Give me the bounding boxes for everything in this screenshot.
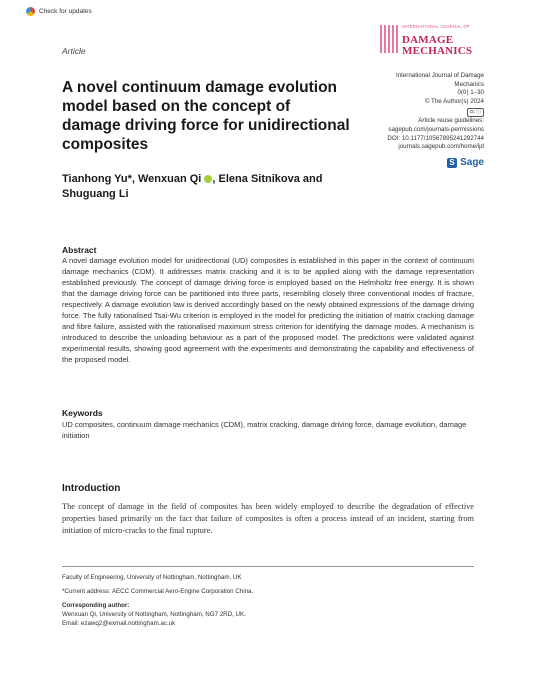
author-list xyxy=(62,172,362,202)
footnote-divider xyxy=(62,566,474,567)
keywords-heading: Keywords xyxy=(62,408,103,418)
logo-stripes-icon xyxy=(380,25,400,53)
corresponding-email[interactable]: Email: ezawq2@exmail.nottingham.ac.uk xyxy=(62,620,176,627)
journal-name-line2: Mechanics xyxy=(454,80,484,88)
authors-line1-part1: Tianhong Yu*, Wenxuan Qi xyxy=(62,173,202,185)
logo-line2: MECHANICS xyxy=(402,45,473,57)
introduction-heading: Introduction xyxy=(62,483,121,494)
abstract-heading: Abstract xyxy=(62,245,97,255)
article-type-label: Article xyxy=(62,46,86,56)
affiliation: Faculty of Engineering, University of Nottingham, Nottingham, UK xyxy=(62,574,242,581)
update-badge-label: Check for updates xyxy=(39,7,92,15)
check-for-updates-badge[interactable] xyxy=(26,4,92,18)
authors-line2: Shuguang Li xyxy=(62,188,129,200)
logo-small-text: INTERNATIONAL JOURNAL OF xyxy=(402,24,470,29)
journal-logo xyxy=(380,22,490,58)
journal-homepage-link[interactable]: journals.sagepub.com/home/ijd xyxy=(398,143,484,151)
corresponding-author-line: Wenxuan Qi, University of Nottingham, Nottingham, NG7 2RD, UK. xyxy=(62,611,246,618)
copyright: © The Author(s) 2024 xyxy=(424,97,484,105)
current-address: *Current address: AECC Commercial Aero-Engine Corporation China. xyxy=(62,588,254,595)
publisher-logo xyxy=(447,157,484,168)
corresponding-author-heading: Corresponding author: xyxy=(62,602,130,609)
introduction-text: The concept of damage in the field of composites has been widely employed to describe the degradation of effective properties based primarily on the fact that failure of composites is often a process instead of an incident, starting from initiation of micro-cracks to the final rupture. xyxy=(62,502,474,535)
footnotes xyxy=(62,573,474,628)
abstract-text: A novel damage evolution model for unidirectional (UD) composites is established in this paper in the context of continuum damage mechanics (CDM). It addresses matrix cracking and it is to be applied along with the damage representation established previously. The concept of damage driving force is employed based on the Helmholtz free energy. It is shown that the damage driving force can be partitioned into three parts, resembling closely three conventional modes of fracture, respectively. A damage evolution law is derived accordingly based on the newly obtained expressions of the damage driving force. The fully rationalised Tsai-Wu criterion is employed in the model for predicting the initiation of matrix cracking damage and fibre failure, assisted with the rationalised maximum stress criterion for identifying the damage modes. A mechanism is introduced to describe the unloading behaviour as a part of the proposed model. The predictions were validated against experimental results, showing good agreement with the experiments and demonstrating the capability and effectiveness of the proposed model. xyxy=(62,256,474,364)
permissions-link[interactable]: sagepub.com/journals-permissions xyxy=(388,125,484,133)
journal-name-line1: International Journal of Damage xyxy=(395,72,484,79)
paper-title: A novel continuum damage evolution model based on the concept of damage driving force for unidirectional composites xyxy=(62,79,350,153)
publisher-name: Sage xyxy=(460,157,484,168)
keywords-text: UD composites, continuum damage mechanics (CDM), matrix cracking, damage driving force, damage evolution, damage initiation xyxy=(62,420,467,440)
journal-info xyxy=(364,72,484,152)
journal-volume: 0(0) 1–30 xyxy=(457,89,484,97)
authors-line1-part2: , Elena Sitnikova and xyxy=(212,173,323,185)
sage-icon: S xyxy=(447,158,457,168)
update-icon xyxy=(26,7,35,16)
doi[interactable]: DOI: 10.1177/10567895241292744 xyxy=(387,134,484,142)
logo-line1: DAMAGE xyxy=(402,34,454,46)
reuse-guidelines: Article reuse guidelines: xyxy=(418,117,484,125)
cc-by-icon: cc ⓘ xyxy=(467,108,484,117)
